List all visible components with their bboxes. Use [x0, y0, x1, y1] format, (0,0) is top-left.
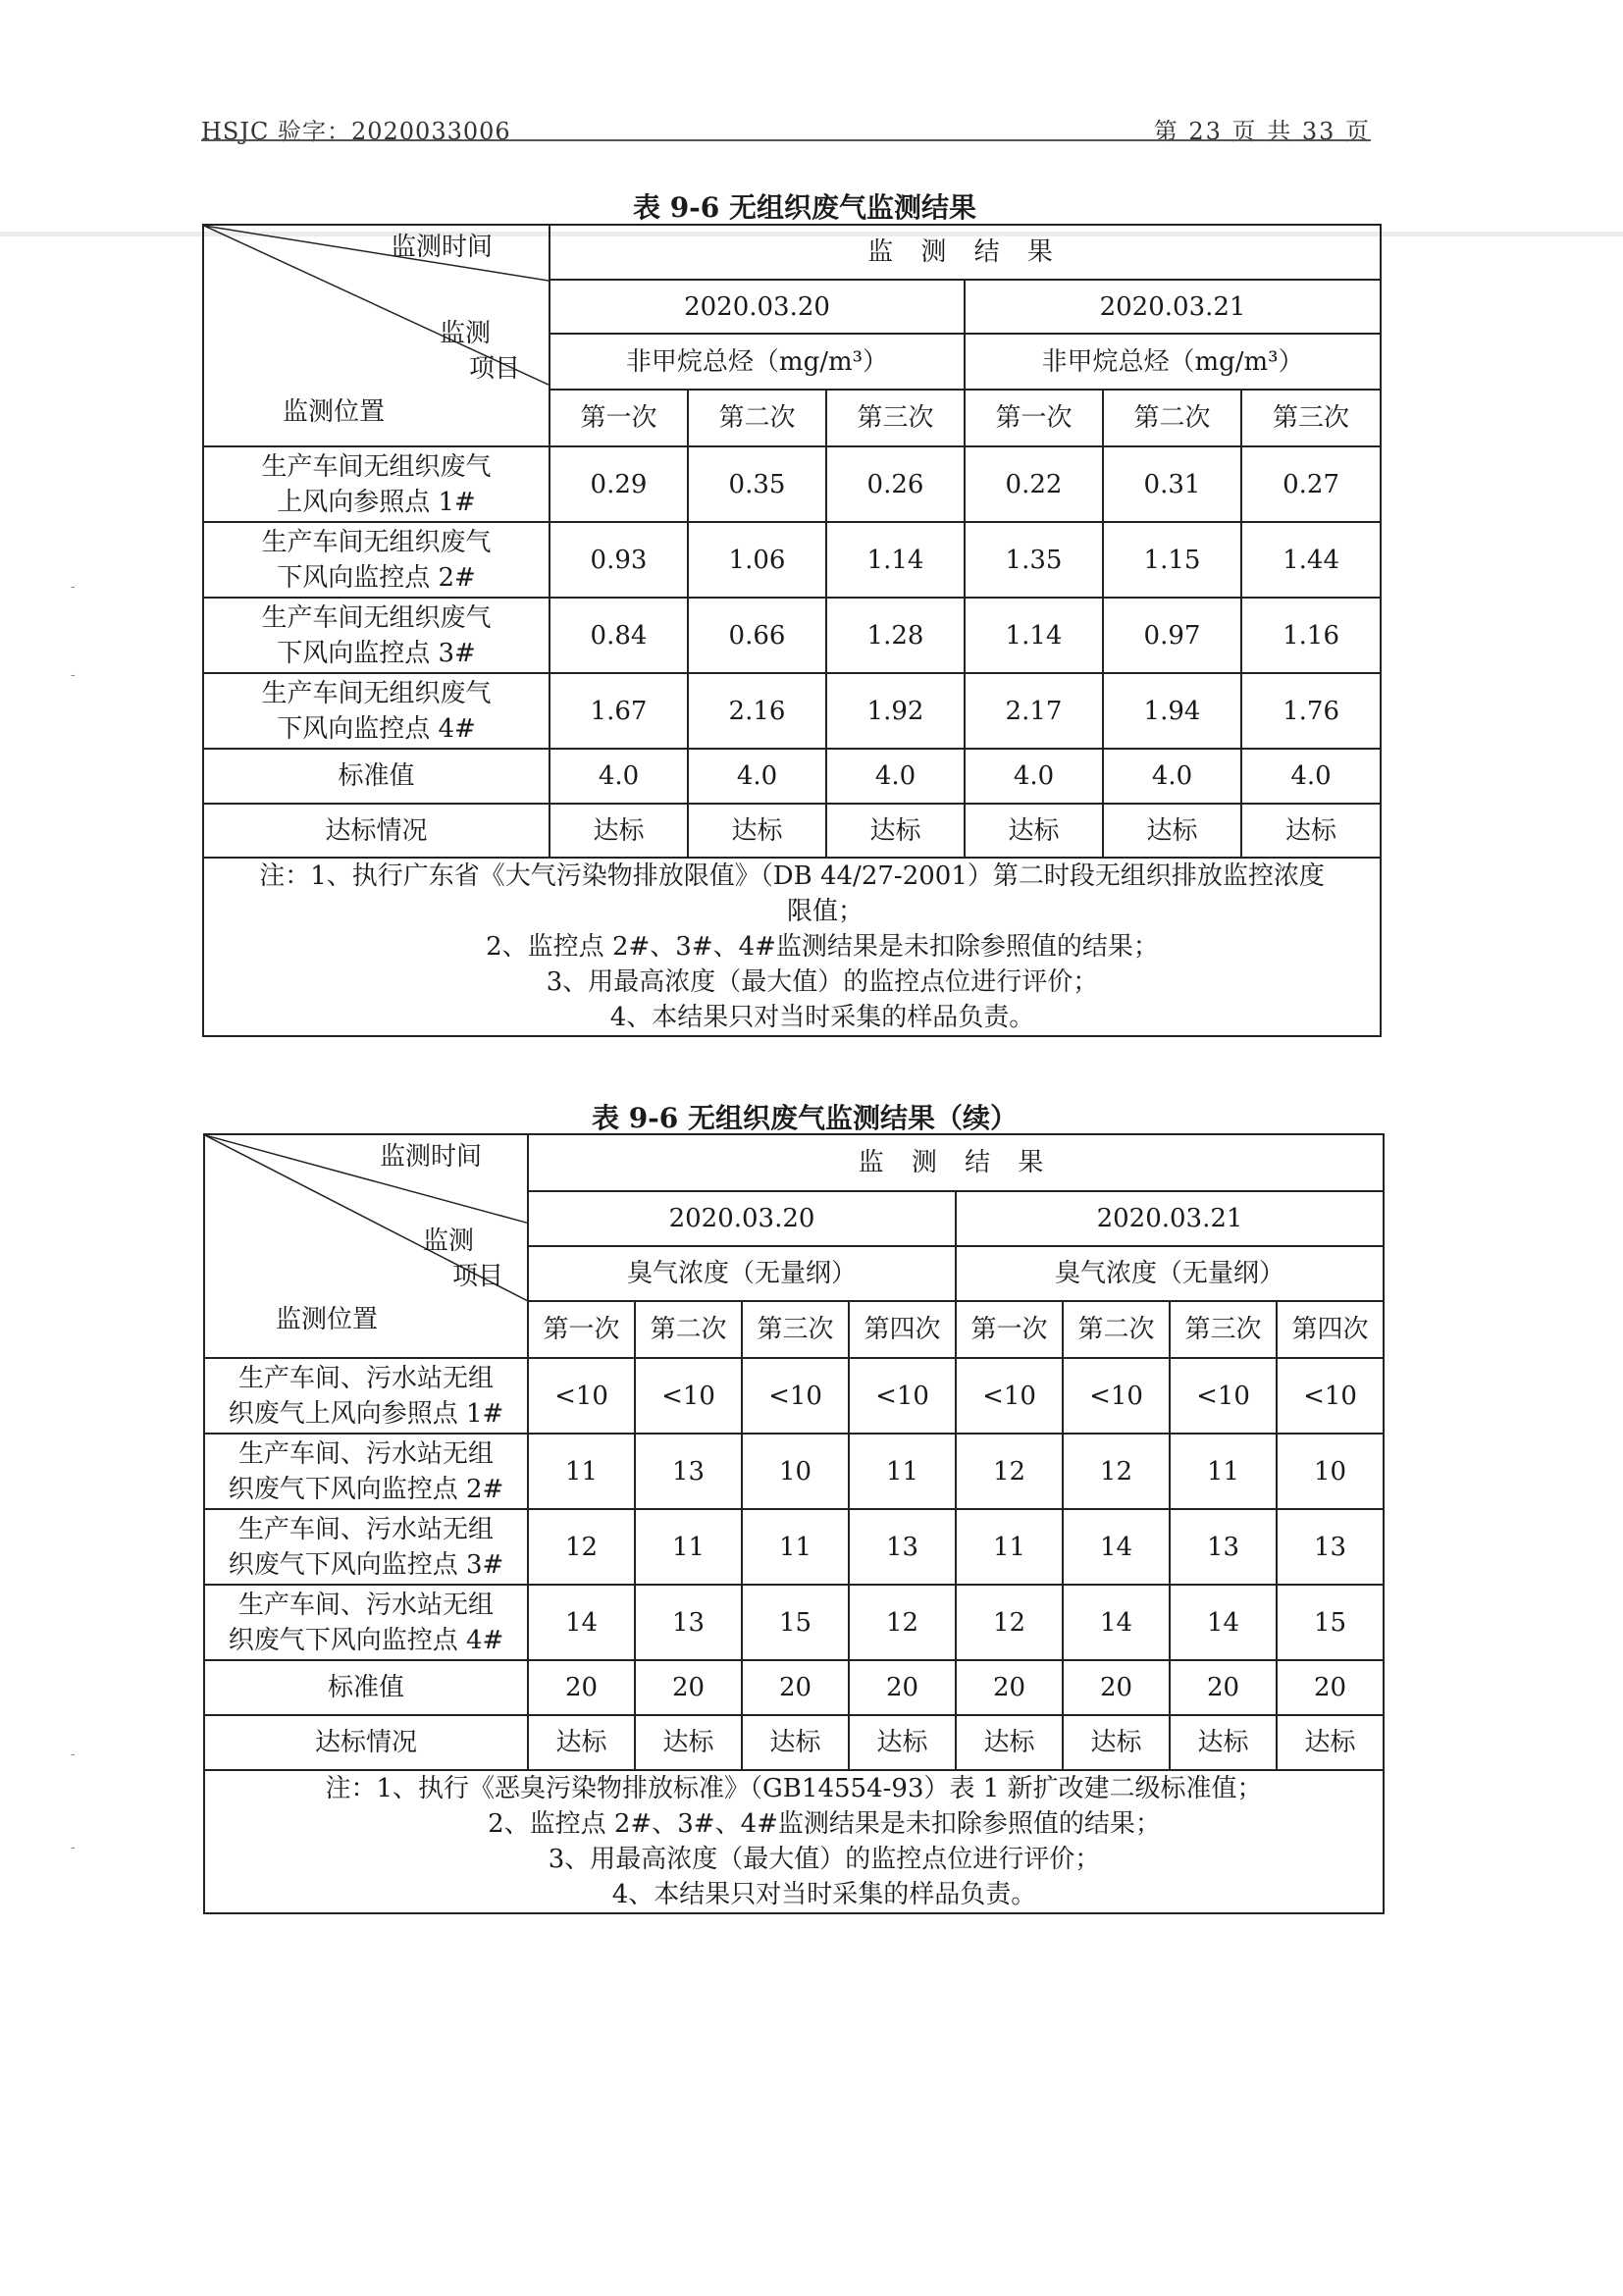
- corner-item-label: 监测: [423, 1226, 475, 1256]
- run-header: 第三次: [742, 1301, 849, 1358]
- value-cell: 10: [742, 1434, 849, 1509]
- value-cell: <10: [1063, 1358, 1170, 1434]
- compliance-value: 达标: [635, 1715, 742, 1770]
- note-line: 注：1、执行《恶臭污染物排放标准》（GB14554-93）表 1 新扩改建二级标准值；: [325, 1774, 1263, 1803]
- note-line: 2、监控点 2#、3#、4#监测结果是未扣除参照值的结果；: [488, 1809, 1161, 1839]
- run-header: 第一次: [550, 390, 688, 446]
- value-cell: 14: [1063, 1585, 1170, 1660]
- standard-value: 4.0: [1103, 749, 1241, 804]
- value-cell: 0.26: [826, 446, 965, 522]
- margin-mark: -: [71, 579, 76, 595]
- value-cell: <10: [1170, 1358, 1277, 1434]
- note-line: 注：1、执行广东省《大气污染物排放限值》（DB 44/27-2001）第二时段无组织排放监控浓度: [259, 861, 1325, 891]
- location-cell: 生产车间、污水站无组 织废气下风向监控点 3#: [204, 1509, 528, 1585]
- value-cell: 1.15: [1103, 522, 1241, 598]
- value-cell: 0.93: [550, 522, 688, 598]
- value-cell: 12: [956, 1585, 1063, 1660]
- run-header: 第二次: [1063, 1301, 1170, 1358]
- value-cell: 14: [528, 1585, 635, 1660]
- value-cell: 2.17: [965, 673, 1103, 749]
- value-cell: 1.16: [1241, 598, 1381, 673]
- parameter-cell: 臭气浓度（无量纲）: [528, 1246, 956, 1301]
- value-cell: 1.14: [965, 598, 1103, 673]
- value-cell: <10: [849, 1358, 956, 1434]
- corner-location-label: 监测位置: [283, 397, 386, 427]
- table1-caption: 表 9-6 无组织废气监测结果: [632, 191, 977, 224]
- compliance-value: 达标: [688, 804, 826, 858]
- value-cell: 10: [1277, 1434, 1384, 1509]
- table-row: [204, 1358, 1384, 1434]
- standard-value: 20: [1170, 1660, 1277, 1715]
- standard-value: 20: [1277, 1660, 1384, 1715]
- value-cell: 11: [742, 1509, 849, 1585]
- compliance-label: 达标情况: [204, 1715, 528, 1770]
- table2-odor-results: [203, 1133, 1385, 1914]
- standard-value: 4.0: [550, 749, 688, 804]
- standard-value: 20: [849, 1660, 956, 1715]
- value-cell: 1.35: [965, 522, 1103, 598]
- value-cell: 15: [742, 1585, 849, 1660]
- location-cell: 生产车间、污水站无组 织废气下风向监控点 2#: [204, 1434, 528, 1509]
- compliance-value: 达标: [826, 804, 965, 858]
- table1-corner-header: [203, 225, 550, 446]
- value-cell: 12: [1063, 1434, 1170, 1509]
- date-cell: 2020.03.20: [550, 280, 965, 334]
- standard-value: 20: [528, 1660, 635, 1715]
- run-header: 第二次: [1103, 390, 1241, 446]
- value-cell: 1.76: [1241, 673, 1381, 749]
- corner-location-label: 监测位置: [276, 1305, 379, 1334]
- note-line: 4、本结果只对当时采集的样品负责。: [611, 1880, 1037, 1909]
- compliance-label: 达标情况: [203, 804, 550, 858]
- date-cell: 2020.03.21: [956, 1191, 1384, 1246]
- value-cell: 13: [635, 1585, 742, 1660]
- run-header: 第三次: [1241, 390, 1381, 446]
- value-cell: 11: [528, 1434, 635, 1509]
- value-cell: 11: [1170, 1434, 1277, 1509]
- parameter-cell: 非甲烷总烃（mg/m³）: [550, 334, 965, 390]
- standard-value: 4.0: [826, 749, 965, 804]
- corner-item-label: 项目: [452, 1262, 504, 1291]
- table2-notes: [204, 1770, 1384, 1913]
- run-header: 第二次: [688, 390, 826, 446]
- table-row: [204, 1434, 1384, 1509]
- value-cell: 0.84: [550, 598, 688, 673]
- value-cell: <10: [528, 1358, 635, 1434]
- table-row: [204, 1509, 1384, 1585]
- compliance-value: 达标: [528, 1715, 635, 1770]
- compliance-value: 达标: [1103, 804, 1241, 858]
- location-cell: 生产车间无组织废气 下风向监控点 3#: [203, 598, 550, 673]
- standard-value: 20: [742, 1660, 849, 1715]
- standard-value: 20: [635, 1660, 742, 1715]
- standard-value: 4.0: [1241, 749, 1381, 804]
- compliance-value: 达标: [1277, 1715, 1384, 1770]
- compliance-value: 达标: [742, 1715, 849, 1770]
- compliance-value: 达标: [1063, 1715, 1170, 1770]
- value-cell: <10: [742, 1358, 849, 1434]
- value-cell: 14: [1170, 1585, 1277, 1660]
- corner-item-label: 项目: [469, 354, 521, 384]
- result-header: 监 测 结 果: [550, 225, 1381, 280]
- run-header: 第四次: [849, 1301, 956, 1358]
- corner-time-label: 监测时间: [391, 233, 494, 262]
- value-cell: 0.97: [1103, 598, 1241, 673]
- compliance-value: 达标: [1170, 1715, 1277, 1770]
- location-cell: 生产车间、污水站无组 织废气下风向监控点 4#: [204, 1585, 528, 1660]
- run-header: 第三次: [826, 390, 965, 446]
- value-cell: 15: [1277, 1585, 1384, 1660]
- location-cell: 生产车间无组织废气 下风向监控点 4#: [203, 673, 550, 749]
- margin-mark: -: [71, 667, 76, 683]
- table-row: [204, 1585, 1384, 1660]
- value-cell: 0.29: [550, 446, 688, 522]
- compliance-value: 达标: [849, 1715, 956, 1770]
- table-row: [203, 598, 1381, 673]
- value-cell: 11: [849, 1434, 956, 1509]
- value-cell: 0.35: [688, 446, 826, 522]
- note-line: 3、用最高浓度（最大值）的监控点位进行评价；: [548, 1845, 1101, 1874]
- value-cell: 0.31: [1103, 446, 1241, 522]
- compliance-row: [203, 804, 1381, 858]
- run-header: 第一次: [528, 1301, 635, 1358]
- compliance-row: [204, 1715, 1384, 1770]
- value-cell: 11: [635, 1509, 742, 1585]
- run-header: 第二次: [635, 1301, 742, 1358]
- table-row: [203, 522, 1381, 598]
- table2-corner-header: [204, 1134, 528, 1358]
- margin-mark: -: [71, 1840, 76, 1855]
- margin-mark: -: [71, 1747, 76, 1762]
- standard-row: [204, 1660, 1384, 1715]
- table-row: [203, 446, 1381, 522]
- corner-item-label: 监测: [440, 319, 492, 348]
- parameter-cell: 臭气浓度（无量纲）: [956, 1246, 1384, 1301]
- compliance-value: 达标: [1241, 804, 1381, 858]
- value-cell: 1.94: [1103, 673, 1241, 749]
- run-header: 第一次: [956, 1301, 1063, 1358]
- standard-value: 20: [956, 1660, 1063, 1715]
- value-cell: 1.67: [550, 673, 688, 749]
- value-cell: 2.16: [688, 673, 826, 749]
- value-cell: 14: [1063, 1509, 1170, 1585]
- table2-caption: 表 9-6 无组织废气监测结果（续）: [591, 1102, 1019, 1134]
- page-number: 第 23 页 共 33 页: [1153, 118, 1371, 145]
- report-number: HSJC 验字：2020033006: [201, 118, 511, 145]
- value-cell: 1.14: [826, 522, 965, 598]
- value-cell: 1.92: [826, 673, 965, 749]
- result-header: 监 测 结 果: [528, 1134, 1384, 1191]
- header-rule: [201, 139, 1371, 141]
- value-cell: 13: [635, 1434, 742, 1509]
- note-line: 限值；: [787, 897, 864, 926]
- location-cell: 生产车间无组织废气 下风向监控点 2#: [203, 522, 550, 598]
- standard-value: 4.0: [688, 749, 826, 804]
- value-cell: 1.06: [688, 522, 826, 598]
- value-cell: 0.22: [965, 446, 1103, 522]
- run-header: 第一次: [965, 390, 1103, 446]
- value-cell: 0.66: [688, 598, 826, 673]
- standard-value: 4.0: [965, 749, 1103, 804]
- location-cell: 生产车间、污水站无组 织废气上风向参照点 1#: [204, 1358, 528, 1434]
- value-cell: 1.28: [826, 598, 965, 673]
- compliance-value: 达标: [956, 1715, 1063, 1770]
- value-cell: 13: [849, 1509, 956, 1585]
- value-cell: 1.44: [1241, 522, 1381, 598]
- parameter-cell: 非甲烷总烃（mg/m³）: [965, 334, 1381, 390]
- run-header: 第四次: [1277, 1301, 1384, 1358]
- value-cell: <10: [635, 1358, 742, 1434]
- note-line: 4、本结果只对当时采集的样品负责。: [609, 1003, 1035, 1032]
- standard-row: [203, 749, 1381, 804]
- date-cell: 2020.03.20: [528, 1191, 956, 1246]
- standard-label: 标准值: [203, 749, 550, 804]
- date-cell: 2020.03.21: [965, 280, 1381, 334]
- compliance-value: 达标: [965, 804, 1103, 858]
- run-header: 第三次: [1170, 1301, 1277, 1358]
- note-line: 2、监控点 2#、3#、4#监测结果是未扣除参照值的结果；: [486, 932, 1159, 962]
- value-cell: 0.27: [1241, 446, 1381, 522]
- value-cell: 13: [1277, 1509, 1384, 1585]
- table1-nmhc-results: [202, 224, 1382, 1037]
- value-cell: 12: [956, 1434, 1063, 1509]
- value-cell: <10: [1277, 1358, 1384, 1434]
- location-cell: 生产车间无组织废气 上风向参照点 1#: [203, 446, 550, 522]
- value-cell: 12: [849, 1585, 956, 1660]
- table1-notes: [203, 858, 1381, 1036]
- standard-value: 20: [1063, 1660, 1170, 1715]
- value-cell: <10: [956, 1358, 1063, 1434]
- standard-label: 标准值: [204, 1660, 528, 1715]
- compliance-value: 达标: [550, 804, 688, 858]
- table-row: [203, 673, 1381, 749]
- value-cell: 11: [956, 1509, 1063, 1585]
- note-line: 3、用最高浓度（最大值）的监控点位进行评价；: [546, 967, 1099, 997]
- value-cell: 13: [1170, 1509, 1277, 1585]
- value-cell: 12: [528, 1509, 635, 1585]
- corner-time-label: 监测时间: [380, 1142, 483, 1172]
